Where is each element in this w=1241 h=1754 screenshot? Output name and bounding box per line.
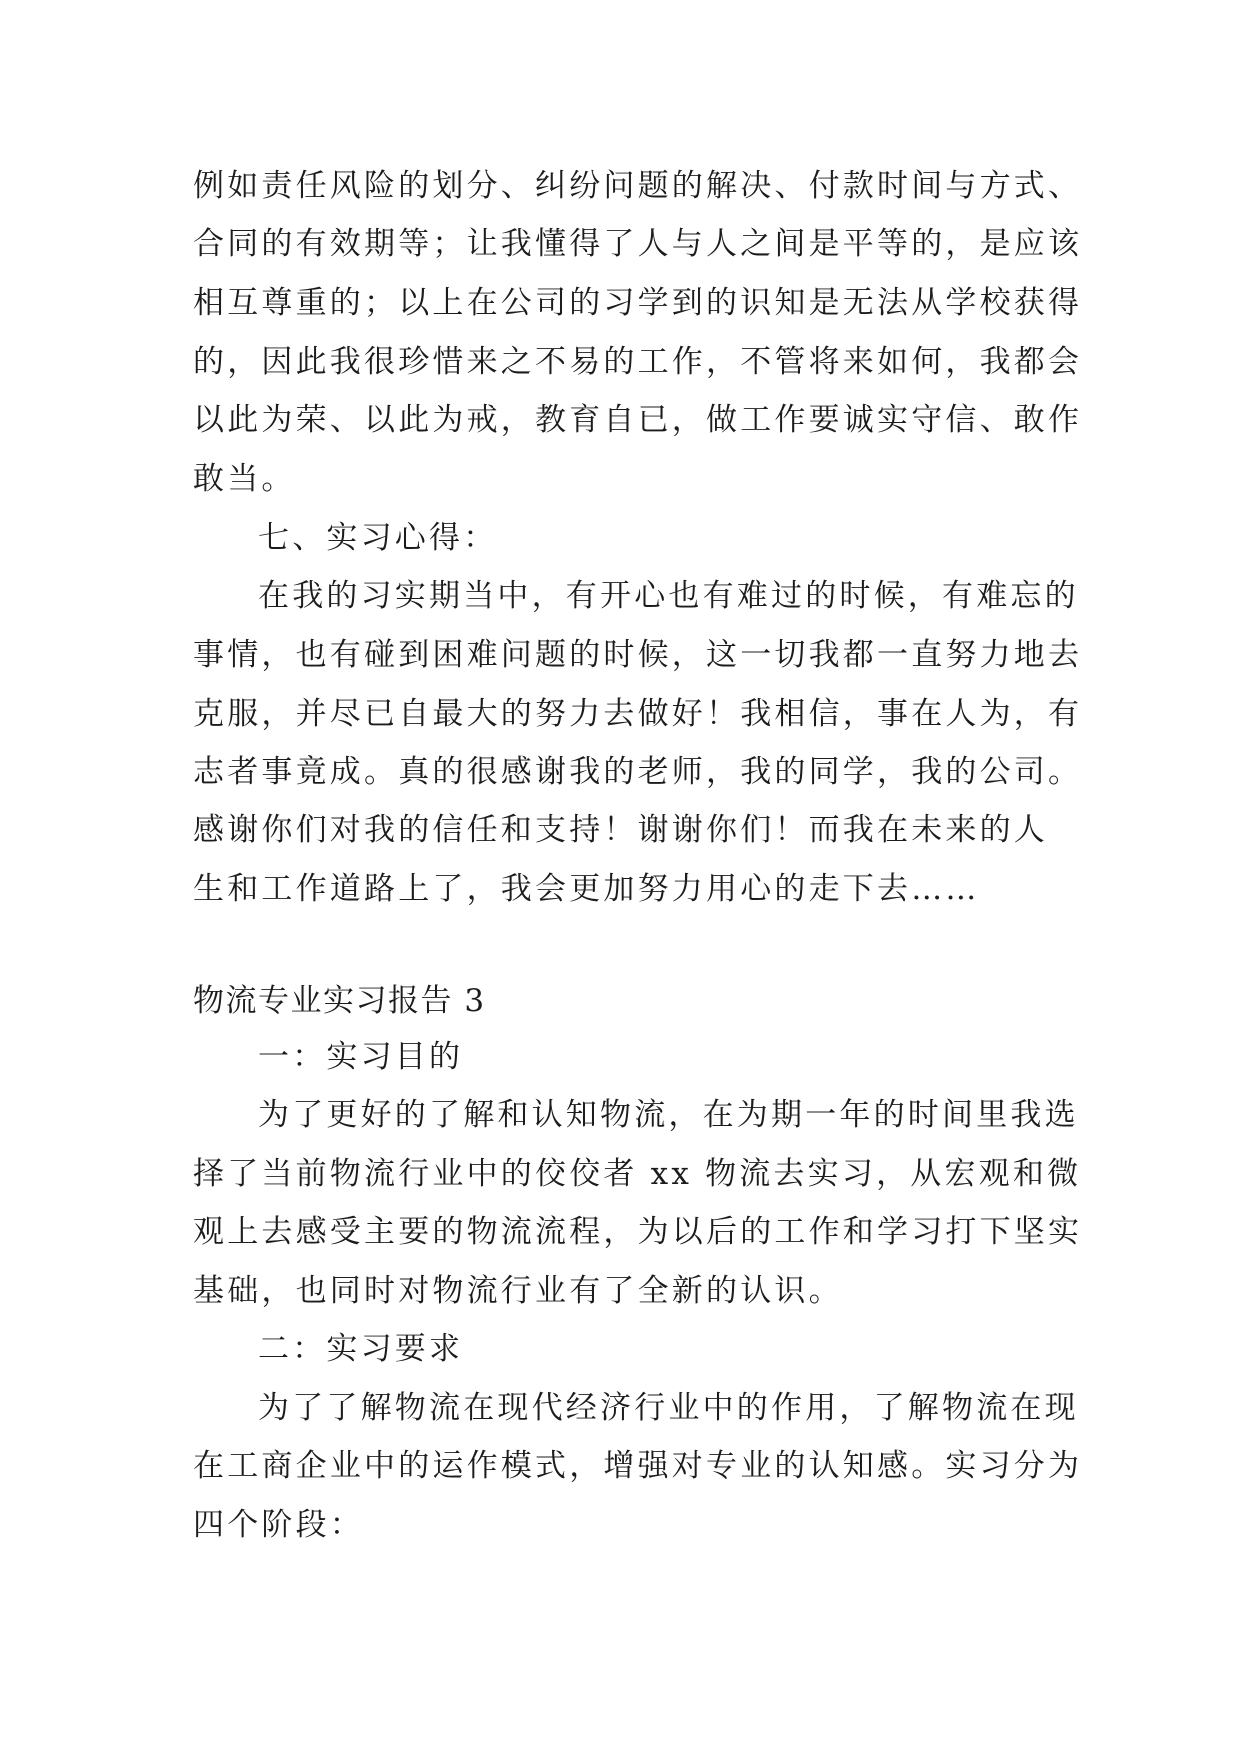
paragraph-line: 敢当。 [193,461,296,497]
paragraph-line: 择了当前物流行业中的佼佼者 xx 物流去实习，从宏观和微 [193,1156,1082,1192]
paragraph-line: 事情，也有碰到困难问题的时候，这一切我都一直努力地去 [193,637,1083,673]
paragraph-line: 合同的有效期等；让我懂得了人与人之间是平等的，是应该 [193,226,1083,262]
section-heading-seven: 七、实习心得： [258,520,498,556]
section-heading-two: 二：实习要求 [258,1331,464,1367]
paragraph-line: 基础，也同时对物流行业有了全新的认识。 [193,1273,843,1309]
paragraph-line: 为了更好的了解和认知物流，在为期一年的时间里我选 [258,1097,1079,1133]
paragraph-line: 以此为荣、以此为戒，教育自已，做工作要诚实守信、敢作 [193,402,1083,438]
paragraph-line: 志者事竟成。真的很感谢我的老师，我的同学，我的公司。 [193,754,1083,790]
paragraph-line: 生和工作道路上了，我会更加努力用心的走下去…… [193,871,980,907]
paragraph-line: 感谢你们对我的信任和支持！谢谢你们！而我在未来的人 [193,812,1048,848]
section-heading-one: 一：实习目的 [258,1039,464,1075]
paragraph-line: 的，因此我很珍惜来之不易的工作，不管将来如何，我都会 [193,344,1083,380]
paragraph-line: 例如责任风险的划分、纠纷问题的解决、付款时间与方式、 [193,168,1083,204]
paragraph-line: 为了了解物流在现代经济行业中的作用，了解物流在现 [258,1390,1079,1426]
paragraph-line: 观上去感受主要的物流流程，为以后的工作和学习打下坚实 [193,1214,1083,1250]
paragraph-line: 四个阶段： [193,1507,364,1543]
paragraph-line: 在我的习实期当中，有开心也有难过的时候，有难忘的 [258,578,1079,614]
paragraph-line: 克服，并尽已自最大的努力去做好！我相信，事在人为，有 [193,696,1083,732]
report-title: 物流专业实习报告 3 [193,983,486,1019]
paragraph-line: 在工商企业中的运作模式，增强对专业的认知感。实习分为 [193,1448,1083,1484]
paragraph-line: 相互尊重的；以上在公司的习学到的识知是无法从学校获得 [193,285,1083,321]
